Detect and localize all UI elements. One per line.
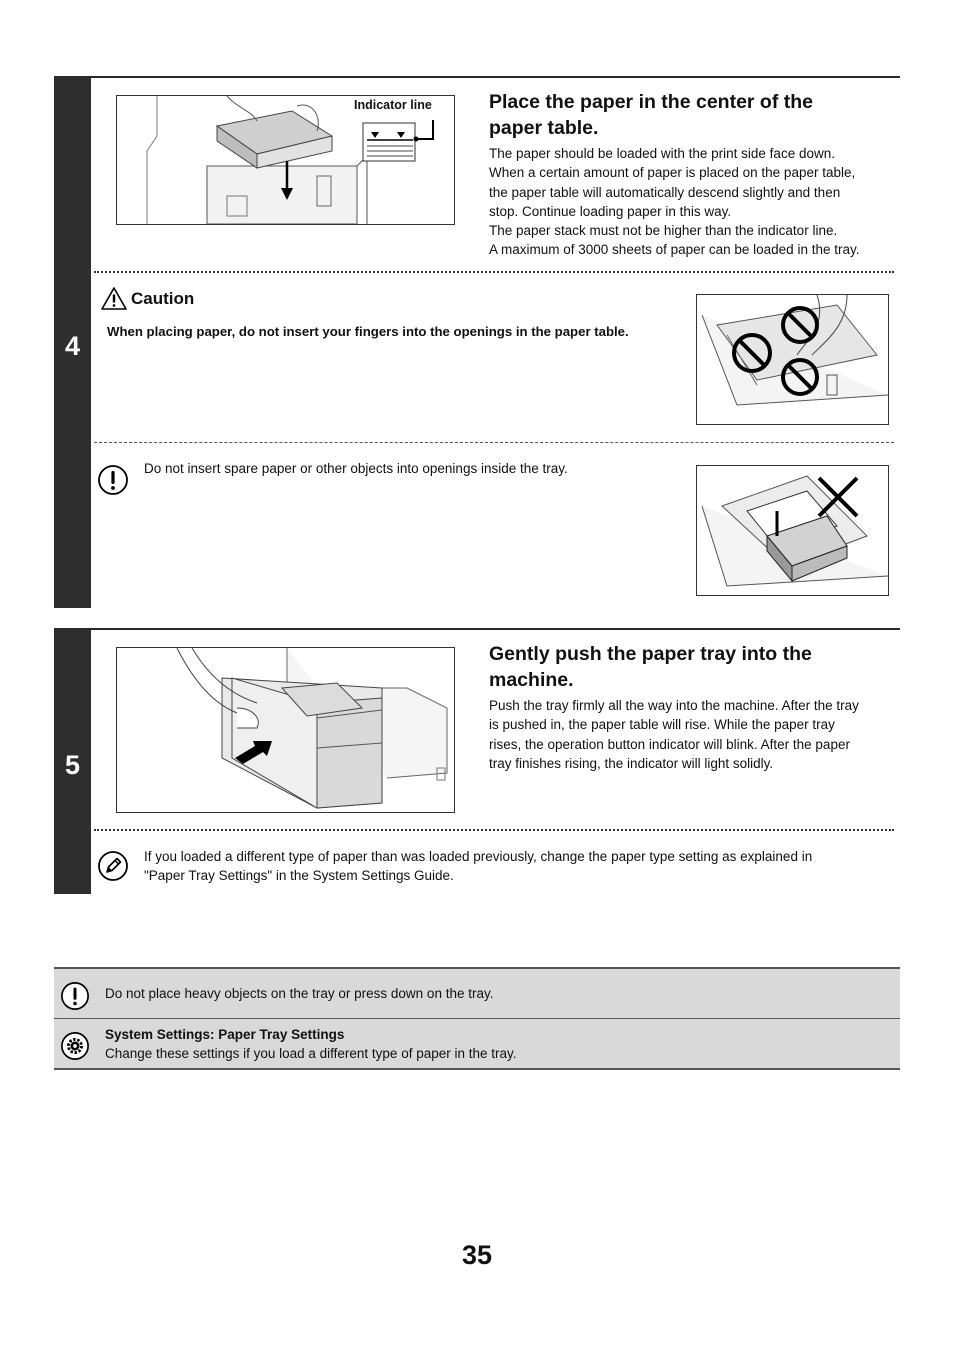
exclamation-circle-icon <box>97 464 129 496</box>
caution-text: When placing paper, do not insert your fingers into the openings in the paper table. <box>107 324 629 339</box>
hint-text-line-1: If you loaded a different type of paper than was loaded previously, change the paper type setting as explained in <box>144 849 813 864</box>
step-5-title-line-2: machine. <box>489 669 574 691</box>
note-text-line: Do not insert spare paper or other objects into openings inside the tray. <box>144 461 568 476</box>
objects-prohibited-illustration <box>696 465 889 596</box>
step-4-divider-2 <box>94 442 894 443</box>
step-4-body-line-5: The paper stack must not be higher than the indicator line. <box>489 223 838 239</box>
step-5-title <box>489 641 812 693</box>
box-bottom-rule <box>54 1068 900 1070</box>
push-tray-illustration <box>116 647 455 813</box>
fingers-prohibited-illustration <box>696 294 889 425</box>
indicator-line-label: Indicator line <box>354 98 432 112</box>
step-5-body-line-2: is pushed in, the paper table will rise. While the paper tray <box>489 717 835 733</box>
step-5-body-line-4: tray finishes rising, the indicator will light solidly. <box>489 755 774 771</box>
step-5-body-line-1: Push the tray firmly all the way into the machine. After the tray <box>489 698 859 713</box>
caution-heading-text: Caution <box>131 288 195 308</box>
step-4-number: 4 <box>64 331 81 361</box>
step-4-body-line-1: The paper should be loaded with the print side face down. <box>489 146 835 161</box>
step-5-section <box>54 628 900 894</box>
step-5-body <box>489 696 859 773</box>
step-4-title <box>489 89 813 141</box>
paper-loading-illustration <box>116 95 455 225</box>
box-top-rule <box>54 967 900 969</box>
step-4-title-line-2: paper table. <box>489 117 599 139</box>
step-4-divider-1 <box>94 271 894 273</box>
warning-triangle-icon <box>100 286 128 311</box>
warning-text: Do not place heavy objects on the tray or press down on the tray. <box>105 986 494 1001</box>
exclamation-circle-icon <box>60 981 90 1011</box>
settings-title: System Settings: Paper Tray Settings <box>105 1027 345 1042</box>
hint-text-line-2: "Paper Tray Settings" in the System Settings Guide. <box>144 868 454 883</box>
note-text <box>144 459 568 478</box>
settings-block <box>105 1025 517 1063</box>
step-4-body-line-4: stop. Continue loading paper in this way. <box>489 203 732 219</box>
step-5-body-line-3: rises, the operation button indicator will blink. After the paper <box>489 736 850 752</box>
box-middle-rule <box>54 1018 900 1019</box>
step-4-title-line-1: Place the paper in the center of the <box>489 91 813 113</box>
step-4-body-line-6: A maximum of 3000 sheets of paper can be loaded in the tray. <box>489 242 860 258</box>
caution-heading <box>100 286 194 311</box>
step-4-body-line-2: When a certain amount of paper is placed on the paper table, <box>489 165 856 181</box>
step-4-body <box>489 144 859 260</box>
pencil-circle-icon <box>97 850 129 882</box>
page-number: 35 <box>461 1240 493 1270</box>
step-5-divider <box>94 829 894 831</box>
step-4-section <box>54 76 900 608</box>
settings-gear-icon <box>60 1031 90 1061</box>
bottom-info-box <box>54 967 900 1070</box>
step-5-number: 5 <box>64 750 81 780</box>
hint-text <box>144 847 812 885</box>
step-5-title-line-1: Gently push the paper tray into the <box>489 643 812 665</box>
settings-text: Change these settings if you load a different type of paper in the tray. <box>105 1046 517 1061</box>
step-4-body-line-3: the paper table will automatically descend slightly and then <box>489 184 841 200</box>
